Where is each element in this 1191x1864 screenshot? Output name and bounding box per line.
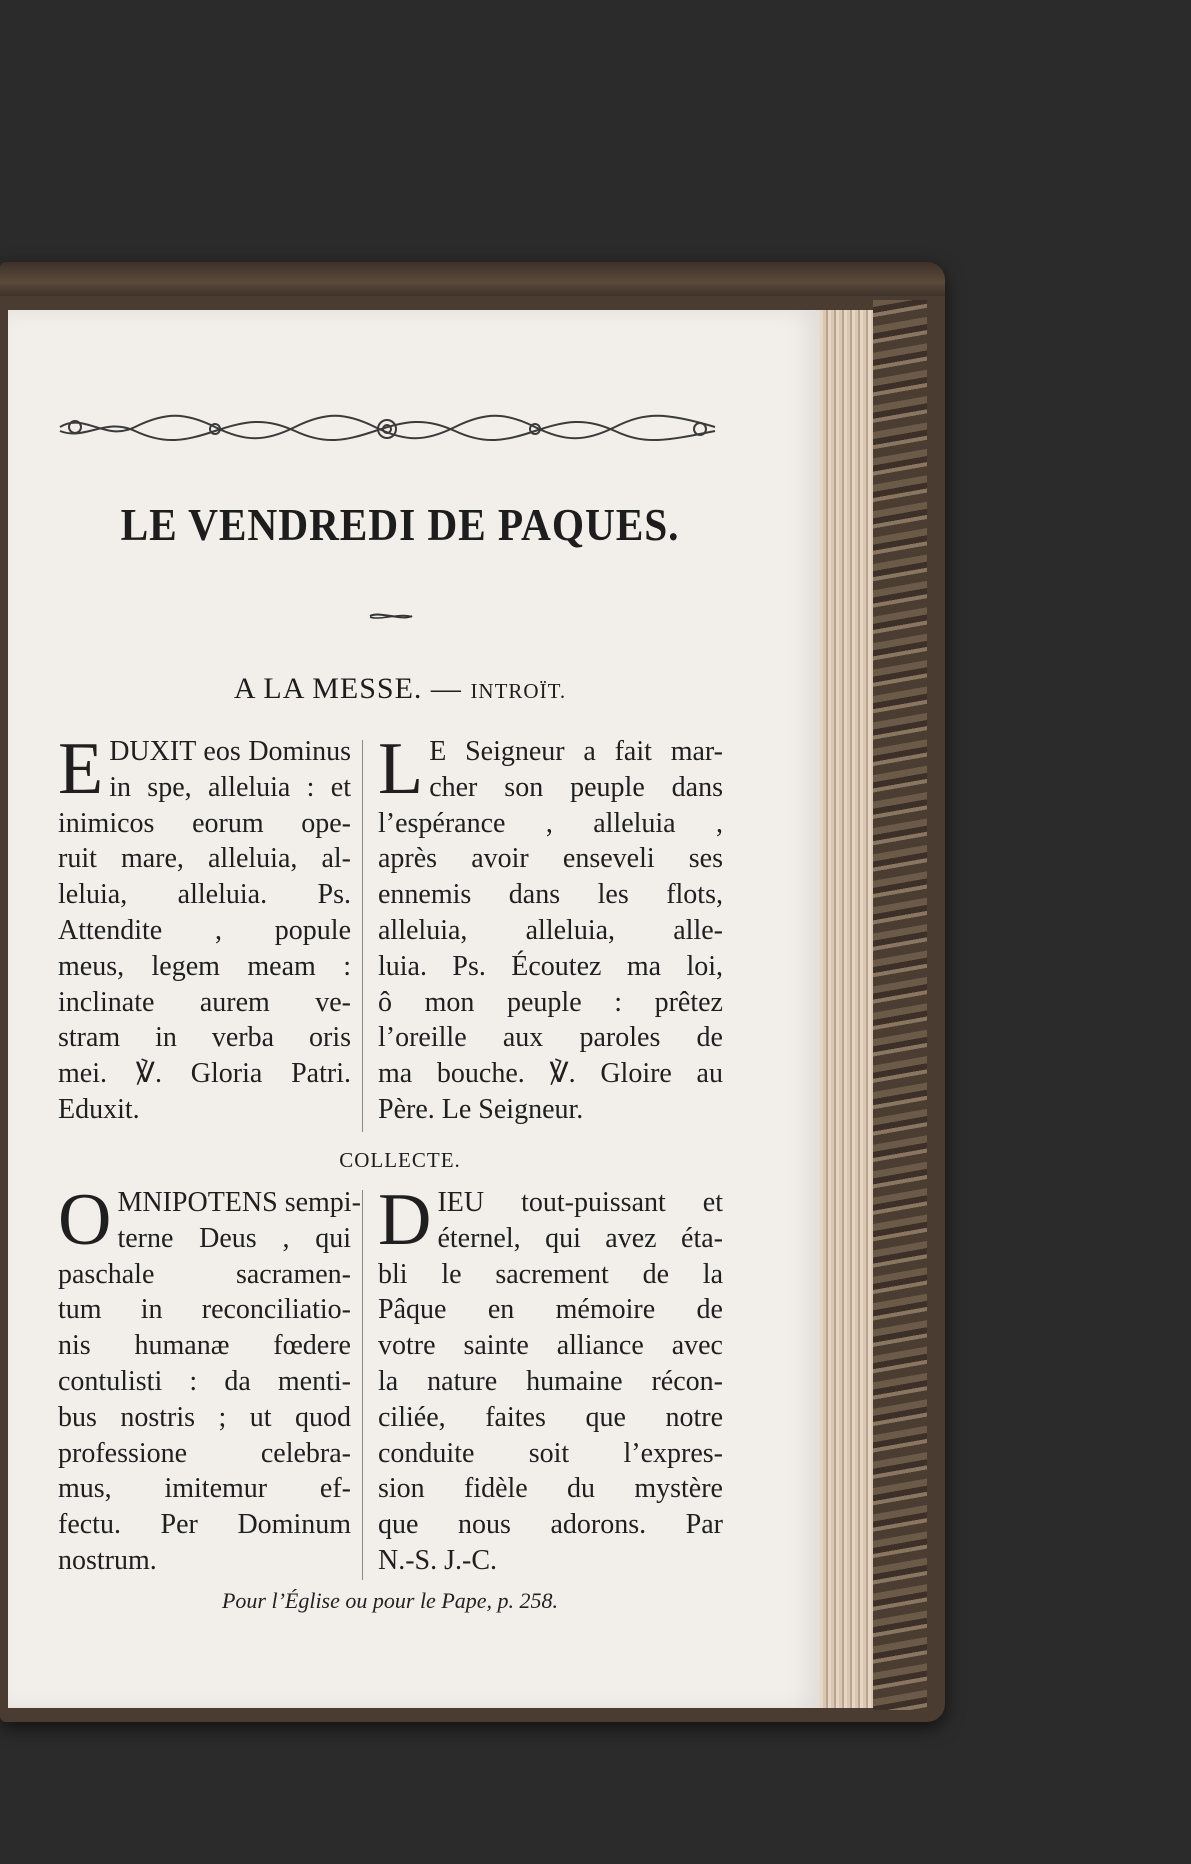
text-line: luia. Ps. Écoutez ma loi, bbox=[378, 950, 723, 982]
text-line: fectu. Per Dominum bbox=[58, 1509, 351, 1541]
title-separator-ornament bbox=[368, 610, 414, 622]
text-line: E Seigneur a fait mar- bbox=[429, 736, 723, 767]
text-line: cher son peuple dans bbox=[429, 771, 723, 803]
text-line: stram in verba oris bbox=[58, 1022, 351, 1054]
messe-heading-text: A LA MESSE. — bbox=[233, 672, 471, 705]
text-line: la nature humaine récon- bbox=[378, 1365, 723, 1397]
text-line: Pâque en mémoire de bbox=[378, 1294, 723, 1326]
text-line: leluia, alleluia. Ps. bbox=[58, 879, 351, 911]
text-line: IEU tout-puissant et bbox=[437, 1187, 723, 1218]
text-line: meus, legem meam : bbox=[58, 950, 351, 982]
text-line: nis humanæ fœdere bbox=[58, 1330, 351, 1362]
collecte-heading: COLLECTE. bbox=[339, 1148, 461, 1172]
marbled-cover-edge bbox=[873, 300, 927, 1710]
text-line: inimicos eorum ope- bbox=[58, 807, 351, 839]
collecte-latin-dropcap: O bbox=[58, 1179, 112, 1261]
text-line: ruit mare, alleluia, al- bbox=[58, 843, 351, 875]
text-line: Eduxit. bbox=[58, 1093, 140, 1125]
text-line: Père. Le Seigneur. bbox=[378, 1093, 584, 1125]
column-divider bbox=[362, 740, 363, 1132]
text-line: bli le sacrement de la bbox=[378, 1258, 723, 1290]
text-line: après avoir enseveli ses bbox=[378, 843, 723, 875]
introit-latin-dropcap: E bbox=[58, 728, 104, 810]
text-line: que nous adorons. Par bbox=[378, 1509, 723, 1541]
text-line: tum in reconciliatio- bbox=[58, 1294, 351, 1326]
introit-french-dropcap: L bbox=[378, 728, 424, 810]
text-line: alleluia, alleluia, alle- bbox=[378, 914, 723, 946]
text-line: nostrum. bbox=[58, 1544, 157, 1576]
text-line: mus, imitemur ef- bbox=[58, 1473, 351, 1505]
text-line: mei. ℣. Gloria Patri. bbox=[58, 1058, 351, 1090]
text-line: Attendite , popule bbox=[58, 914, 351, 946]
page-edges bbox=[815, 310, 873, 1708]
text-line: contulisti : da menti- bbox=[58, 1365, 351, 1397]
collecte-french-text bbox=[378, 1179, 723, 1579]
book-spine-band bbox=[0, 262, 945, 296]
text-line: MNIPOTENS sempi- bbox=[117, 1187, 361, 1218]
text-line: l’oreille aux paroles de bbox=[378, 1022, 723, 1054]
text-line: ô mon peuple : prêtez bbox=[378, 986, 723, 1018]
text-line: votre sainte alliance avec bbox=[378, 1330, 723, 1362]
text-line: éternel, qui avez éta- bbox=[437, 1222, 723, 1254]
text-line: paschale sacramen- bbox=[58, 1258, 351, 1290]
column-divider bbox=[362, 1190, 363, 1580]
introit-french-text bbox=[378, 728, 723, 1128]
collecte-latin-text bbox=[58, 1179, 361, 1579]
text-line: conduite soit l’expres- bbox=[378, 1437, 723, 1469]
page-footer-reference: Pour l’Église ou pour le Pape, p. 258. bbox=[221, 1588, 559, 1613]
text-line: sion fidèle du mystère bbox=[378, 1473, 723, 1505]
introit-label: INTROÏT. bbox=[470, 679, 567, 703]
introit-french-lines bbox=[378, 728, 723, 1128]
text-line: ennemis dans les flots, bbox=[378, 879, 723, 911]
text-line: DUXIT eos Dominus bbox=[109, 736, 351, 767]
introit-latin-text bbox=[58, 728, 351, 1128]
collecte-french-dropcap: D bbox=[378, 1179, 432, 1261]
header-ornament bbox=[55, 407, 720, 447]
text-line: in spe, alleluia : et bbox=[109, 771, 351, 803]
text-line: ciliée, faites que notre bbox=[378, 1401, 723, 1433]
text-line: terne Deus , qui bbox=[117, 1222, 351, 1254]
messe-heading bbox=[0, 672, 800, 706]
text-line: ma bouche. ℣. Gloire au bbox=[378, 1058, 723, 1090]
text-line: N.-S. J.-C. bbox=[378, 1544, 498, 1576]
text-line: bus nostris ; ut quod bbox=[58, 1401, 351, 1433]
text-line: professione celebra- bbox=[58, 1437, 351, 1469]
text-line: l’espérance , alleluia , bbox=[378, 807, 723, 839]
text-line: inclinate aurem ve- bbox=[58, 986, 351, 1018]
page-title: LE VENDREDI DE PAQUES. bbox=[120, 499, 680, 550]
